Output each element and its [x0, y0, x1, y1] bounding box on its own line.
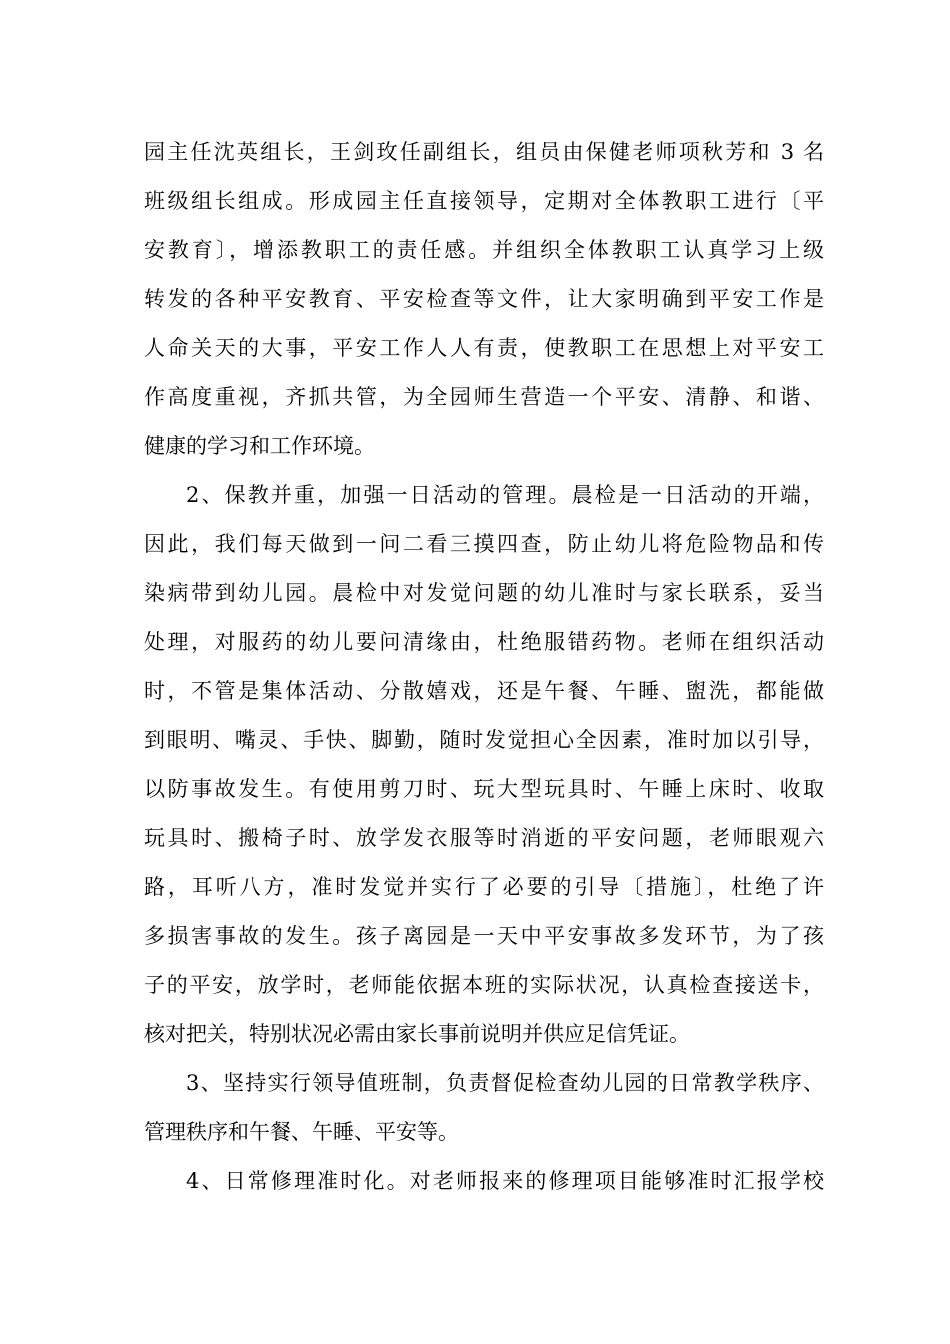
text-line: 健康的学习和工作环境。 — [144, 434, 375, 458]
paragraph — [144, 128, 824, 471]
paragraph — [144, 1157, 824, 1206]
text-line: 管理秩序和午餐、午睡、平安等。 — [144, 1120, 459, 1144]
text-line: 路，耳听八方，准时发觉并实行了必要的引导〔措施〕，杜绝了许 — [144, 875, 824, 899]
text-line: 子的平安，放学时，老师能依据本班的实际状况，认真检查接送卡， — [144, 973, 824, 997]
text-line: 转发的各种平安教育、平安检查等文件，让大家明确到平安工作是 — [144, 287, 824, 311]
paragraph — [144, 1059, 824, 1157]
text-line: 时，不管是集体活动、分散嬉戏，还是午餐、午睡、盥洗，都能做 — [144, 679, 824, 703]
text-line: 玩具时、搬椅子时、放学发衣服等时消逝的平安问题，老师眼观六 — [144, 826, 824, 850]
body-text — [144, 128, 824, 1206]
text-line: 处理，对服药的幼儿要问清缘由，杜绝服错药物。老师在组织活动 — [144, 630, 824, 654]
text-line: 人命关天的大事，平安工作人人有责，使教职工在思想上对平安工 — [144, 336, 824, 360]
text-line: 2、保教并重，加强一日活动的管理。晨检是一日活动的开端， — [186, 483, 824, 507]
text-line: 3、坚持实行领导值班制，负责督促检查幼儿园的日常教学秩序、 — [186, 1071, 824, 1095]
text-line: 班级组长组成。形成园主任直接领导，定期对全体教职工进行〔平 — [144, 189, 824, 213]
text-line: 安教育〕，增添教职工的责任感。并组织全体教职工认真学习上级 — [144, 238, 824, 262]
text-line: 作高度重视，齐抓共管，为全园师生营造一个平安、清静、和谐、 — [144, 385, 824, 409]
paragraph — [144, 471, 824, 1059]
text-line: 核对把关，特别状况必需由家长事前说明并供应足信凭证。 — [144, 1022, 690, 1046]
text-line: 园主任沈英组长，王剑玫任副组长，组员由保健老师项秋芳和 3 名 — [144, 140, 824, 164]
text-line: 到眼明、嘴灵、手快、脚勤，随时发觉担心全因素，准时加以引导， — [144, 728, 824, 752]
text-line: 以防事故发生。有使用剪刀时、玩大型玩具时、午睡上床时、收取 — [144, 777, 824, 801]
text-line: 染病带到幼儿园。晨检中对发觉问题的幼儿准时与家长联系，妥当 — [144, 581, 824, 605]
text-line: 因此，我们每天做到一问二看三摸四查，防止幼儿将危险物品和传 — [144, 532, 824, 556]
text-line: 4、日常修理准时化。对老师报来的修理项目能够准时汇报学校 — [186, 1169, 824, 1193]
text-line: 多损害事故的发生。孩子离园是一天中平安事故多发环节，为了孩 — [144, 924, 824, 948]
